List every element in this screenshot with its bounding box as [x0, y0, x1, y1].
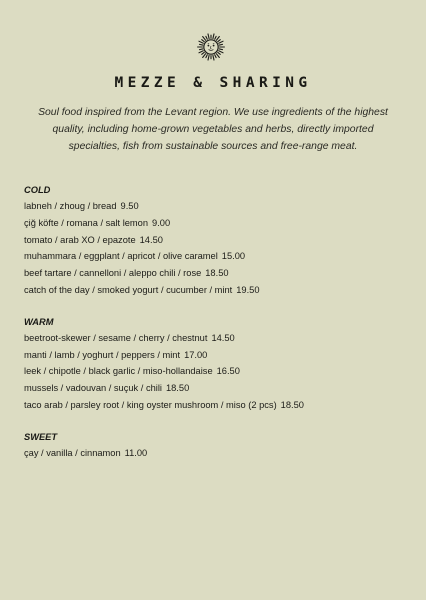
menu-item-name: manti / lamb / yoghurt / peppers / mint: [24, 349, 181, 360]
menu-item-price: 11.00: [124, 447, 148, 458]
section-title: SWEET: [24, 431, 58, 442]
sun-face-icon: [197, 33, 225, 61]
menu-item-name: çay / vanilla / cinnamon: [24, 447, 121, 458]
menu-item-name: labneh / zhoug / bread: [24, 201, 117, 211]
menu-sections: [24, 182, 414, 477]
menu-item-name: taco arab / parsley root / king oyster mushroom / miso (2 pcs): [24, 399, 277, 410]
menu-item: [24, 232, 414, 249]
menu-item-name: tomato / arab XO / epazote: [24, 234, 136, 245]
menu-item: [24, 215, 414, 232]
menu-item-price: 15.00: [221, 251, 246, 262]
menu-item-name: beef tartare / cannelloni / aleppo chili / rose: [24, 268, 202, 279]
menu-item-name: mussels / vadouvan / suçuk / chili: [24, 383, 162, 394]
menu-section-warm: [24, 314, 414, 414]
menu-item-price: 16.50: [216, 366, 240, 377]
menu-section-cold: [24, 182, 414, 299]
menu-item: [24, 198, 414, 215]
menu-item-price: 18.50: [165, 383, 190, 394]
menu-item: [24, 248, 414, 265]
menu-item-price: 18.50: [205, 268, 229, 279]
menu-item: [24, 265, 414, 282]
section-title: WARM: [24, 316, 54, 327]
menu-item: [24, 363, 414, 380]
menu-item-price: 14.50: [211, 332, 235, 343]
menu-item-price: 17.00: [184, 349, 208, 360]
menu-item-name: muhammara / eggplant / apricot / olive caramel: [24, 251, 218, 262]
menu-item-price: 9.00: [152, 217, 171, 228]
menu-item-price: 19.50: [236, 284, 260, 295]
menu-item: [24, 380, 414, 397]
menu-item-name: leek / chipotle / black garlic / miso-hollandaise: [24, 366, 213, 377]
menu-item: [24, 397, 414, 414]
menu-item-price: 14.50: [139, 234, 163, 245]
menu-item-name: çiğ köfte / romana / salt lemon: [24, 217, 149, 228]
menu-item-name: catch of the day / smoked yogurt / cucumber / mint: [24, 284, 233, 295]
section-title: COLD: [24, 185, 51, 195]
page-title: MEZZE & SHARING: [114, 75, 312, 91]
menu-item-name: beetroot-skewer / sesame / cherry / chestnut: [24, 332, 208, 343]
menu-item: [24, 445, 414, 462]
intro-text: Soul food inspired from the Levant region. We use ingredients of the highest quality, including home-grown vegetables and herbs, directly imported specialties, fish from sustainable sources and free-range meat.: [38, 107, 388, 152]
menu-section-sweet: [24, 429, 414, 462]
menu-item: [24, 347, 414, 364]
menu-item: [24, 282, 414, 299]
menu-item-price: 9.50: [120, 201, 139, 211]
menu-item: [24, 330, 414, 347]
menu-item-price: 18.50: [280, 399, 304, 410]
